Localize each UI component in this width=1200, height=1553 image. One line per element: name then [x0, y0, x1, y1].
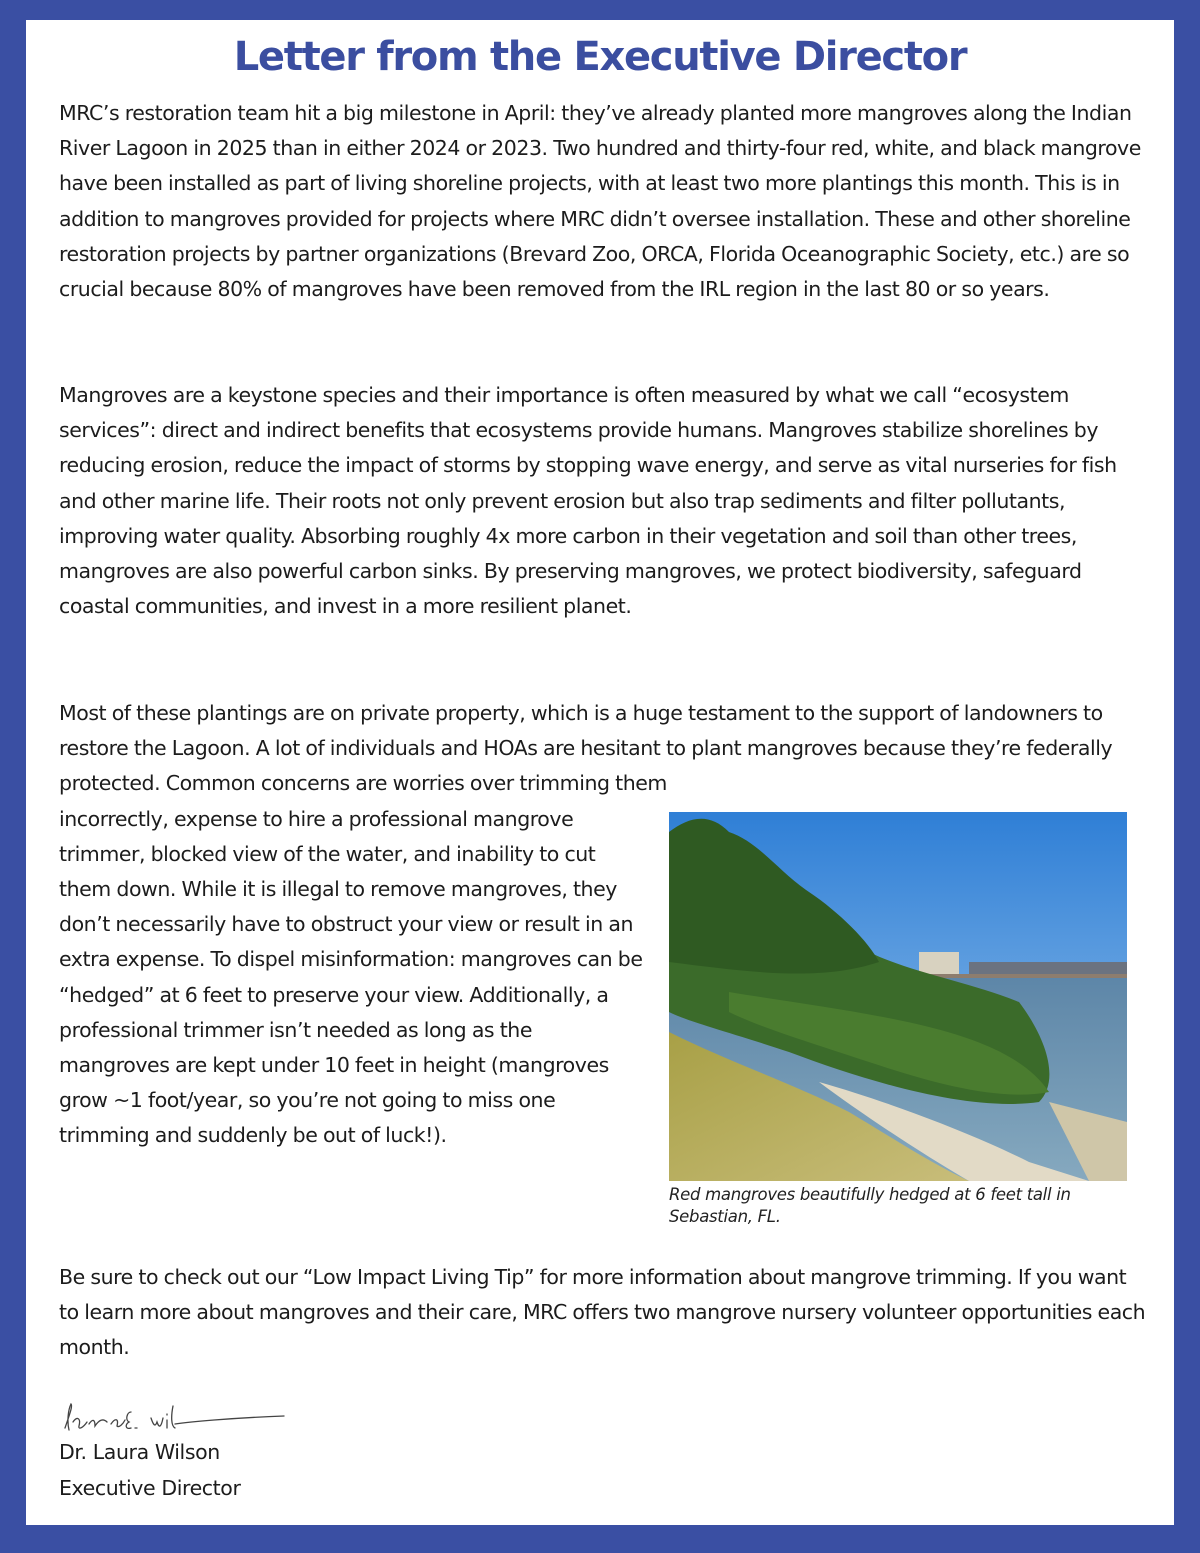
signer-name: Dr. Laura Wilson [59, 1440, 220, 1464]
paragraph-ecosystem-services: Mangroves are a keystone species and their importance is often measured by what we call “ecosystem services”: direct and indirect benefits that ecosystems provide humans. Mangroves stabilize shorelines by reducing erosion, reduce the impact of storms by stopping wave energy, and serve as vital nurseries for fish and other marine life. Their roots not only prevent erosion but also trap sediments and filter pollutants, improving water quality. Absorbing roughly 4x more carbon in their vegetation and soil than other trees, mangroves are also powerful carbon sinks. By preserving mangroves, we protect biodiversity, safeguard coastal communities, and invest in a more resilient planet. [59, 383, 1117, 619]
paragraph-closing: Be sure to check out our “Low Impact Living Tip” for more information about mangrove trimming. If you want to learn more about mangroves and their care, MRC offers two mangrove nursery volunteer opportunities each month. [59, 1265, 1146, 1360]
mangrove-photo [669, 812, 1127, 1181]
photo-caption: Red mangroves beautifully hedged at 6 feet tall in Sebastian, FL. [669, 1185, 1071, 1226]
paragraph-private-property-wrap: incorrectly, expense to hire a professional mangrove trimmer, blocked view of the water, and inability to cut them down. While it is illegal to remove mangroves, they don’t necessarily have to obstruct your view or result in an extra expense. To dispel misinformation: mangroves can be “hedged” at 6 feet to preserve your view. Additionally, a professional trimmer isn’t needed as long as the mangroves are kept under 10 feet in height (mangroves grow ~1 foot/year, so you’re not going to miss one trimming and suddenly be out of luck!). [59, 806, 643, 1148]
paragraph-private-property-intro: Most of these plantings are on private property, which is a huge testament to the support of landowners to restore the Lagoon. A lot of individuals and HOAs are hesitant to plant mangroves because they’re federally protected. Common concerns are worries over trimming them [59, 701, 1113, 796]
handwritten-signature [59, 1398, 289, 1438]
letter-page [26, 20, 1174, 1525]
page-title: Letter from the Executive Director [233, 34, 967, 80]
paragraph-milestone: MRC’s restoration team hit a big milestone in April: they’ve already planted more mangroves along the Indian River Lagoon in 2025 than in either 2024 or 2023. Two hundred and thirty-four red, white, and black mangrove have been installed as part of living shoreline projects, with at least two more plantings this month. This is in addition to mangroves provided for projects where MRC didn’t oversee installation. These and other shoreline restoration projects by partner organizations (Brevard Zoo, ORCA, Florida Oceanographic Society, etc.) are so crucial because 80% of mangroves have been removed from the IRL region in the last 80 or so years. [59, 101, 1141, 302]
signer-role: Executive Director [59, 1476, 241, 1500]
